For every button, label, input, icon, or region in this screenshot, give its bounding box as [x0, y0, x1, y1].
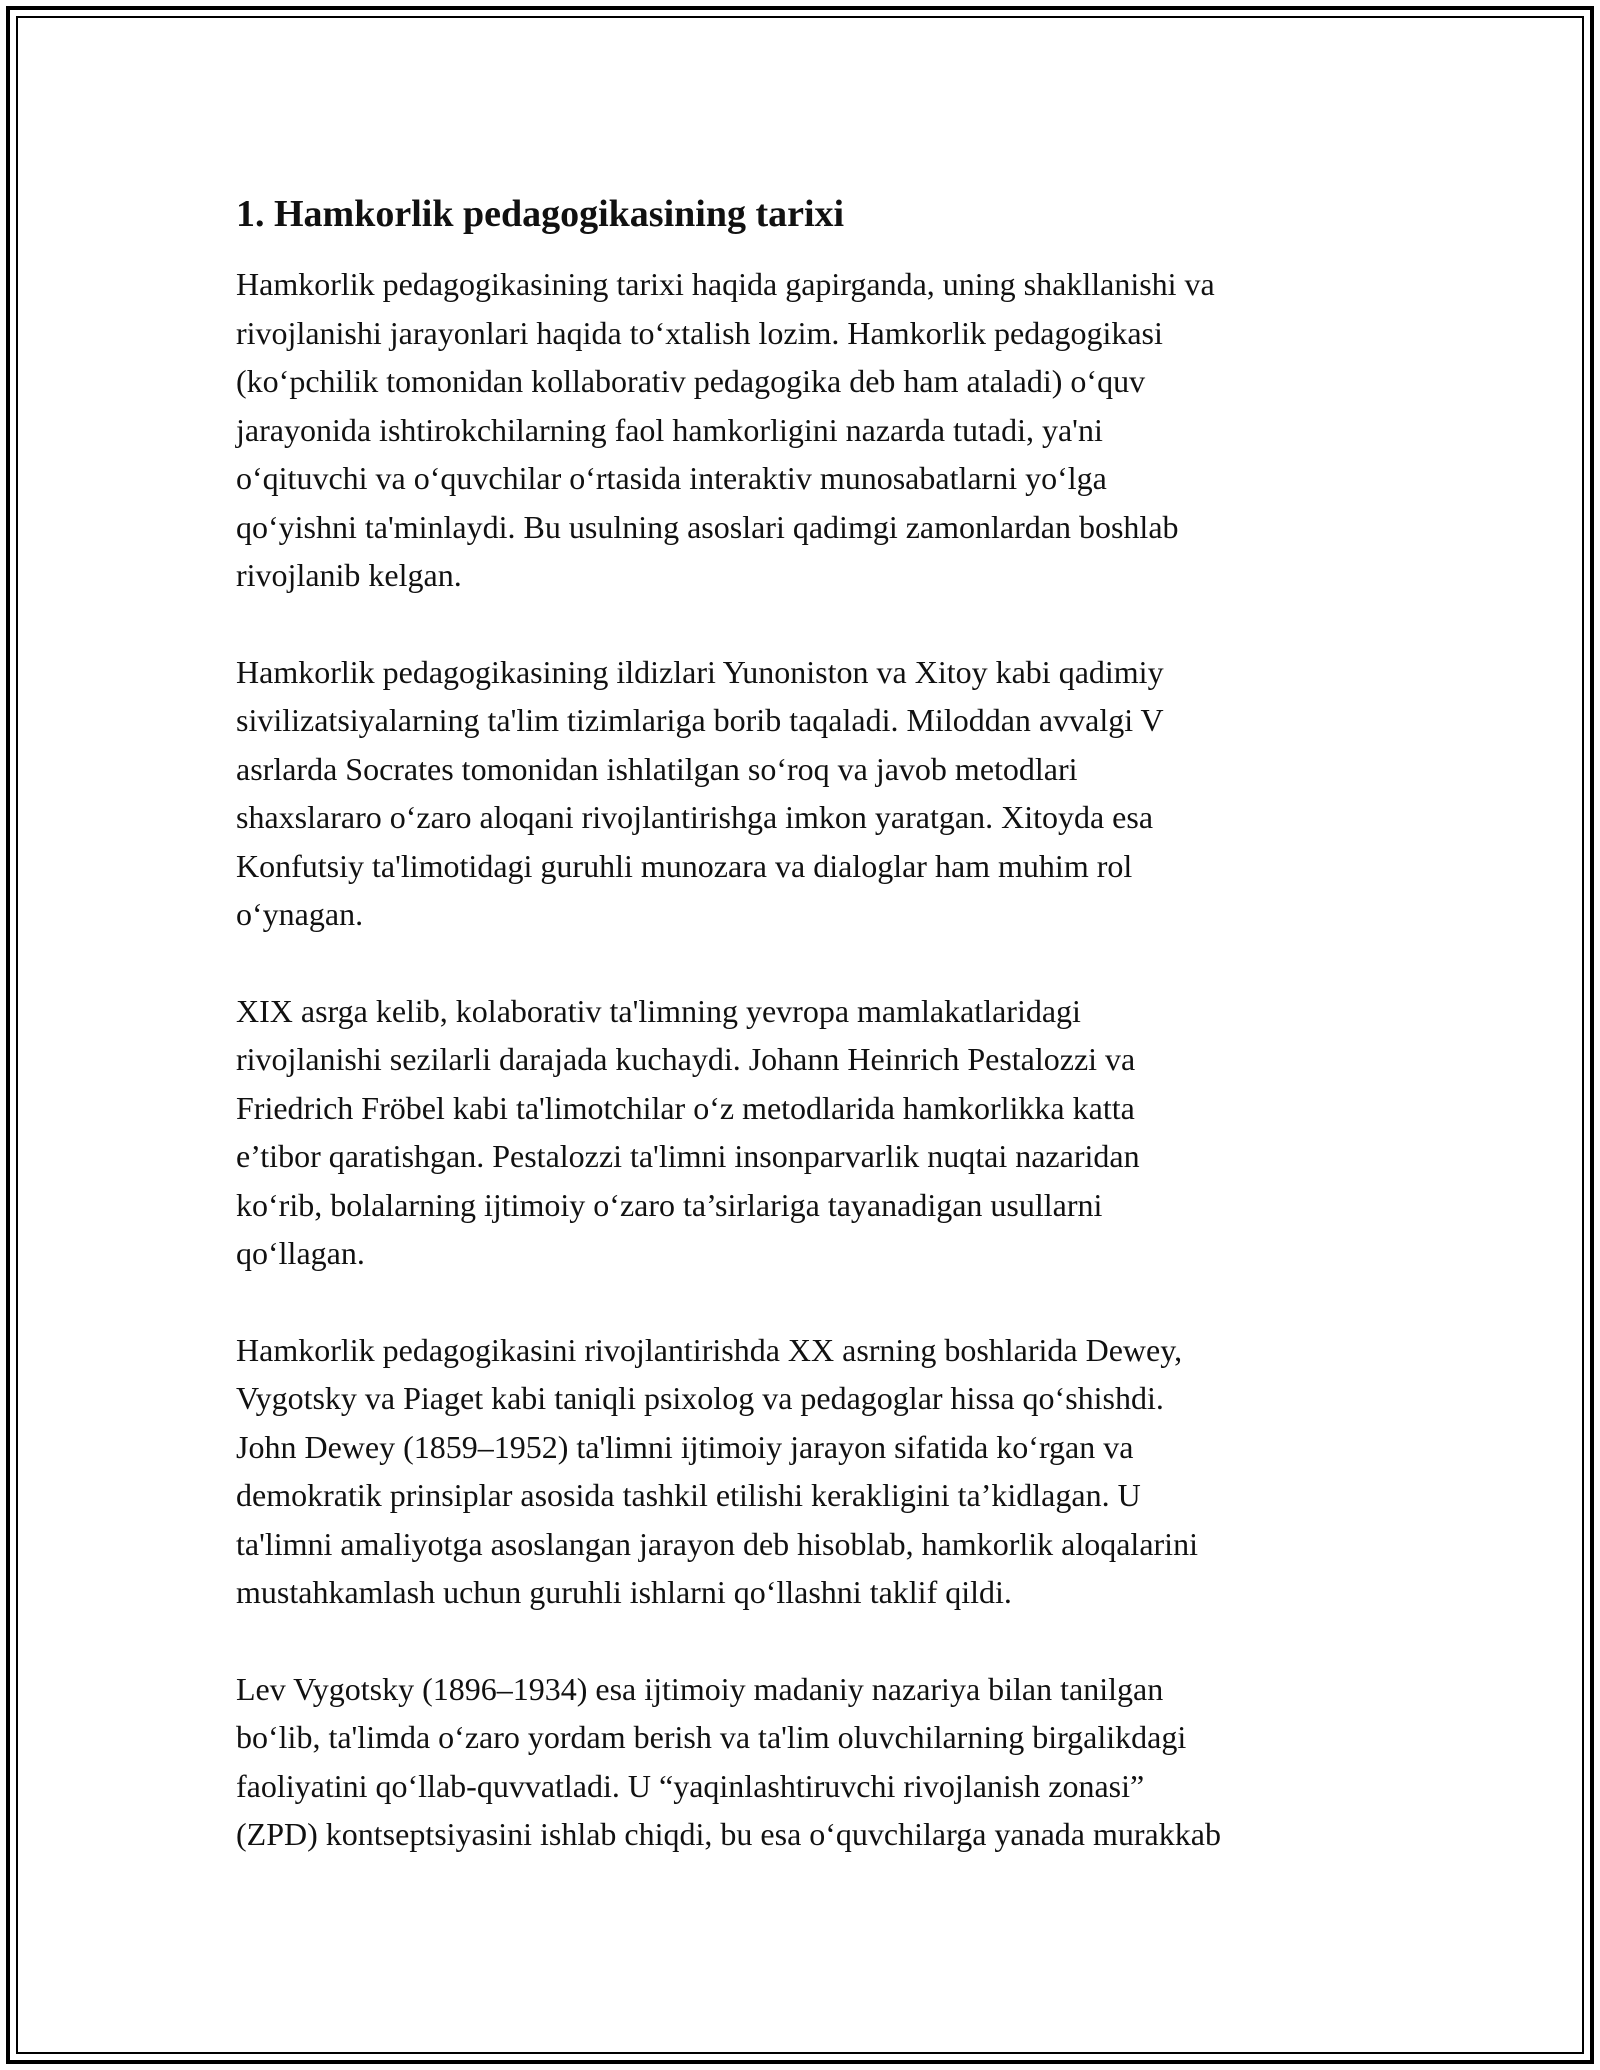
- text-line: boʻlib, ta'limda oʻzaro yordam berish va ta'lim oluvchilarning birgalikdagi: [236, 1719, 1187, 1755]
- paragraph-twentieth-century: [236, 1326, 1366, 1617]
- text-line: Vygotsky va Piaget kabi taniqli psixolog va pedagoglar hissa qoʻshishdi.: [236, 1380, 1164, 1416]
- paragraph-nineteenth-century: [236, 987, 1366, 1278]
- text-line: faoliyatini qoʻllab-quvvatladi. U “yaqinlashtiruvchi rivojlanish zonasi”: [236, 1767, 1145, 1804]
- text-line: sivilizatsiyalarning ta'lim tizimlariga borib taqaladi. Miloddan avvalgi V: [236, 702, 1164, 738]
- text-line: rivojlanib kelgan.: [236, 557, 462, 593]
- text-line: Lev Vygotsky (1896–1934) esa ijtimoiy madaniy nazariya bilan tanilgan: [236, 1670, 1164, 1707]
- text-line: qoʻyishni ta'minlaydi. Bu usulning asoslari qadimgi zamonlardan boshlab: [236, 508, 1179, 545]
- text-line: koʻrib, bolalarning ijtimoiy oʻzaro ta’sirlariga tayanadigan usullarni: [236, 1186, 1103, 1223]
- text-line: qoʻllagan.: [236, 1235, 365, 1271]
- text-line: ta'limni amaliyotga asoslangan jarayon deb hisoblab, hamkorlik aloqalarini: [236, 1525, 1198, 1562]
- text-line: XIX asrga kelib, kolaborativ ta'limning yevropa mamlakatlaridagi: [236, 992, 1081, 1029]
- text-line: mustahkamlash uchun guruhli ishlarni qoʻllashni taklif qildi.: [236, 1574, 1012, 1610]
- document-body: [236, 190, 1366, 1907]
- section-title: 1. Hamkorlik pedagogikasining tarixi: [236, 193, 845, 235]
- text-line: rivojlanishi sezilarli darajada kuchaydi. Johann Heinrich Pestalozzi va: [236, 1041, 1136, 1077]
- paragraph-ancient-roots: [236, 648, 1366, 939]
- text-line: Hamkorlik pedagogikasining ildizlari Yunoniston va Xitoy kabi qadimiy: [236, 653, 1164, 690]
- text-line: John Dewey (1859–1952) ta'limni ijtimoiy jarayon sifatida koʻrgan va: [236, 1428, 1134, 1465]
- text-line: asrlarda Socrates tomonidan ishlatilgan soʻroq va javob metodlari: [236, 750, 1078, 787]
- text-line: oʻqituvchi va oʻquvchilar oʻrtasida interaktiv munosabatlarni yoʻlga: [236, 460, 1107, 496]
- paragraph-history-intro: [236, 260, 1366, 600]
- text-line: jarayonida ishtirokchilarning faol hamkorligini nazarda tutadi, ya'ni: [236, 411, 1103, 448]
- text-line: e’tibor qaratishgan. Pestalozzi ta'limni insonparvarlik nuqtai nazaridan: [236, 1138, 1140, 1174]
- text-line: Konfutsiy ta'limotidagi guruhli munozara va dialoglar ham muhim rol: [236, 847, 1133, 884]
- text-line: (ZPD) kontseptsiyasini ishlab chiqdi, bu esa oʻquvchilarga yanada murakkab: [236, 1816, 1221, 1852]
- text-line: rivojlanishi jarayonlari haqida toʻxtalish lozim. Hamkorlik pedagogikasi: [236, 314, 1163, 351]
- text-line: oʻynagan.: [236, 896, 364, 932]
- text-line: shaxslararo oʻzaro aloqani rivojlantirishga imkon yaratgan. Xitoyda esa: [236, 799, 1154, 835]
- text-line: demokratik prinsiplar asosida tashkil etilishi kerakligini ta’kidlagan. U: [236, 1477, 1141, 1513]
- text-line: Hamkorlik pedagogikasining tarixi haqida gapirganda, uning shakllanishi va: [236, 266, 1215, 302]
- text-line: (koʻpchilik tomonidan kollaborativ pedagogika deb ham ataladi) oʻquv: [236, 363, 1146, 399]
- paragraph-vygotsky: [236, 1665, 1366, 1859]
- text-line: Friedrich Fröbel kabi ta'limotchilar oʻz metodlarida hamkorlikka katta: [236, 1089, 1135, 1126]
- text-line: Hamkorlik pedagogikasini rivojlantirishda XX asrning boshlarida Dewey,: [236, 1331, 1183, 1368]
